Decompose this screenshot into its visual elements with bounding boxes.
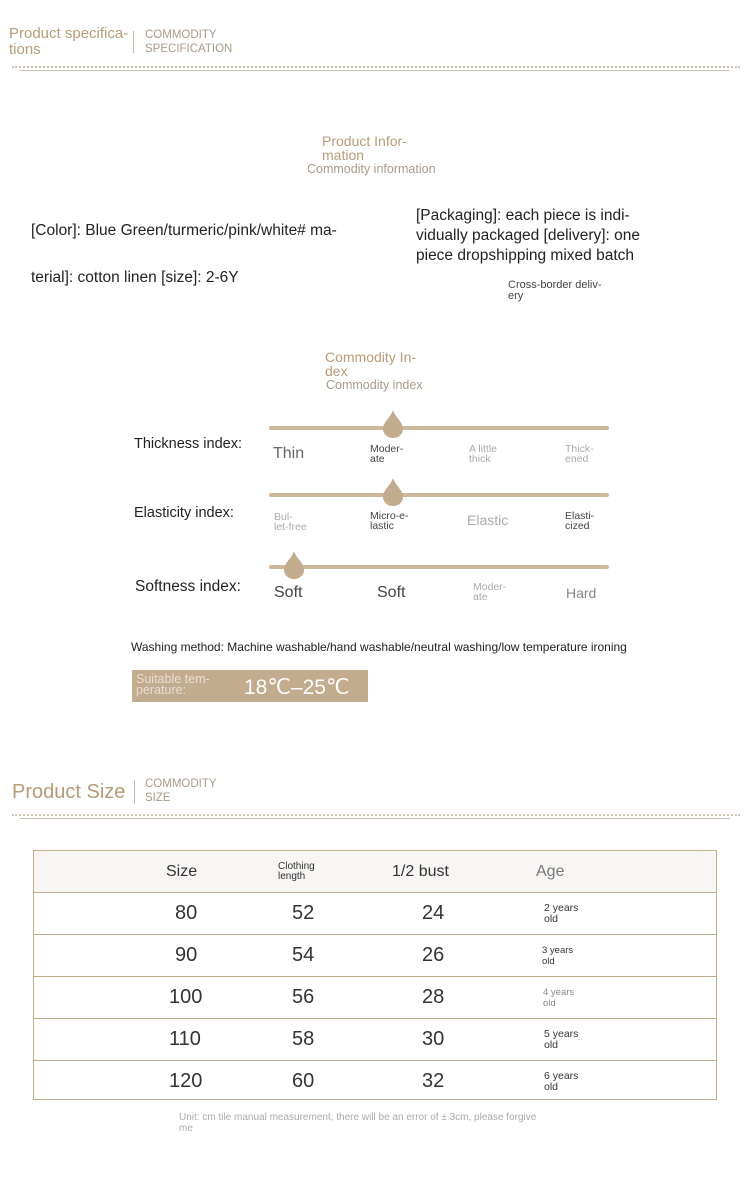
thickness-option-thin: Thin [273, 445, 305, 462]
elasticity-option-elasticized: Elasti- cized [565, 510, 595, 532]
thickness-option-moderate: Moder- ate [370, 443, 404, 465]
cell-bust: 30 [422, 1028, 445, 1050]
temperature-box [132, 670, 368, 702]
section-divider [12, 814, 740, 816]
cell-size: 110 [169, 1028, 201, 1050]
cell-length: 52 [292, 902, 315, 924]
product-size-title: Product Size [12, 781, 126, 803]
cell-age: 5 years old [544, 1027, 579, 1051]
elasticity-option-micro-elastic: Micro-e- lastic [370, 510, 409, 532]
softness-track [269, 565, 609, 569]
product-info-right: [Packaging]: each piece is indi- vidually packaged [delivery]: one piece dropshipping mixed batch [416, 207, 641, 264]
elasticity-track [269, 493, 609, 497]
cell-age: 2 years old [544, 901, 579, 925]
thickness-track [269, 426, 609, 430]
washing-method: Washing method: Machine washable/hand washable/neutral washing/low temperature ironing [131, 640, 627, 654]
cell-size: 100 [169, 986, 203, 1008]
section-divider [12, 66, 740, 68]
product-info-left-line1: [Color]: Blue Green/turmeric/pink/white# ma- [31, 222, 337, 239]
cell-size: 90 [175, 944, 198, 966]
header-clothing-length: Clothing length [278, 860, 315, 882]
measurement-footnote: Unit: cm tile manual measurement, there will be an error of ± 3cm, please forgive me [179, 1112, 537, 1134]
table-row [34, 1061, 716, 1102]
thickness-marker-icon [383, 410, 403, 438]
cell-size: 80 [175, 902, 198, 924]
cross-border-note: Cross-border deliv- ery [508, 279, 602, 302]
softness-marker-icon [284, 551, 304, 579]
commodity-index-subtitle: Commodity index [326, 378, 423, 392]
product-info-title: Product Infor- mation [322, 133, 407, 163]
softness-option-hard: Hard [566, 585, 597, 601]
product-info-left-line2: terial]: cotton linen [size]: 2-6Y [31, 269, 239, 286]
softness-option-soft-1: Soft [274, 584, 303, 601]
size-table [33, 850, 717, 1100]
cell-length: 60 [292, 1070, 315, 1092]
temperature-value: 18℃–25℃ [244, 676, 350, 699]
cell-length: 56 [292, 986, 315, 1008]
cell-age: 4 years old [543, 986, 575, 1009]
softness-option-soft-2: Soft [377, 584, 406, 601]
cell-length: 58 [292, 1028, 315, 1050]
elasticity-option-elastic: Elastic [467, 512, 509, 528]
cell-length: 54 [292, 944, 315, 966]
table-row [34, 893, 716, 935]
cell-bust: 28 [422, 986, 445, 1008]
header-separator [134, 780, 135, 804]
elasticity-marker-icon [383, 478, 403, 506]
specification-title: Product specifica- tions [9, 25, 129, 58]
commodity-index-title: Commodity In- dex [325, 349, 417, 379]
product-size-subtitle: COMMODITY SIZE [145, 778, 217, 804]
cell-size: 120 [169, 1070, 203, 1092]
thickness-index-label: Thickness index: [134, 436, 242, 452]
elasticity-option-bullet-free: Bul- let-free [274, 511, 307, 533]
header-age: Age [536, 862, 565, 880]
cell-age: 6 years old [544, 1069, 579, 1093]
section-divider-inner [20, 818, 730, 819]
header-size: Size [166, 862, 198, 880]
header-half-bust: 1/2 bust [392, 862, 449, 880]
table-row [34, 977, 716, 1019]
section-divider-inner [20, 70, 730, 71]
cell-bust: 32 [422, 1070, 445, 1092]
header-separator [133, 31, 134, 53]
softness-index-label: Softness index: [135, 578, 241, 595]
temperature-label: Suitable tem- perature: [136, 672, 210, 697]
specification-subtitle: COMMODITY SPECIFICATION [145, 29, 233, 55]
softness-option-moderate: Moder- ate [473, 581, 507, 603]
thickness-option-little-thick: A little thick [469, 443, 498, 465]
table-header-row [34, 851, 716, 893]
table-row [34, 1019, 716, 1061]
cell-bust: 24 [422, 902, 445, 924]
cell-bust: 26 [422, 944, 445, 966]
product-size-header [12, 776, 740, 810]
elasticity-index-label: Elasticity index: [134, 505, 234, 521]
table-row [34, 935, 716, 977]
product-info-subtitle: Commodity information [307, 162, 436, 176]
cell-age: 3 years old [542, 944, 574, 967]
thickness-option-thickened: Thick- ened [565, 443, 594, 465]
